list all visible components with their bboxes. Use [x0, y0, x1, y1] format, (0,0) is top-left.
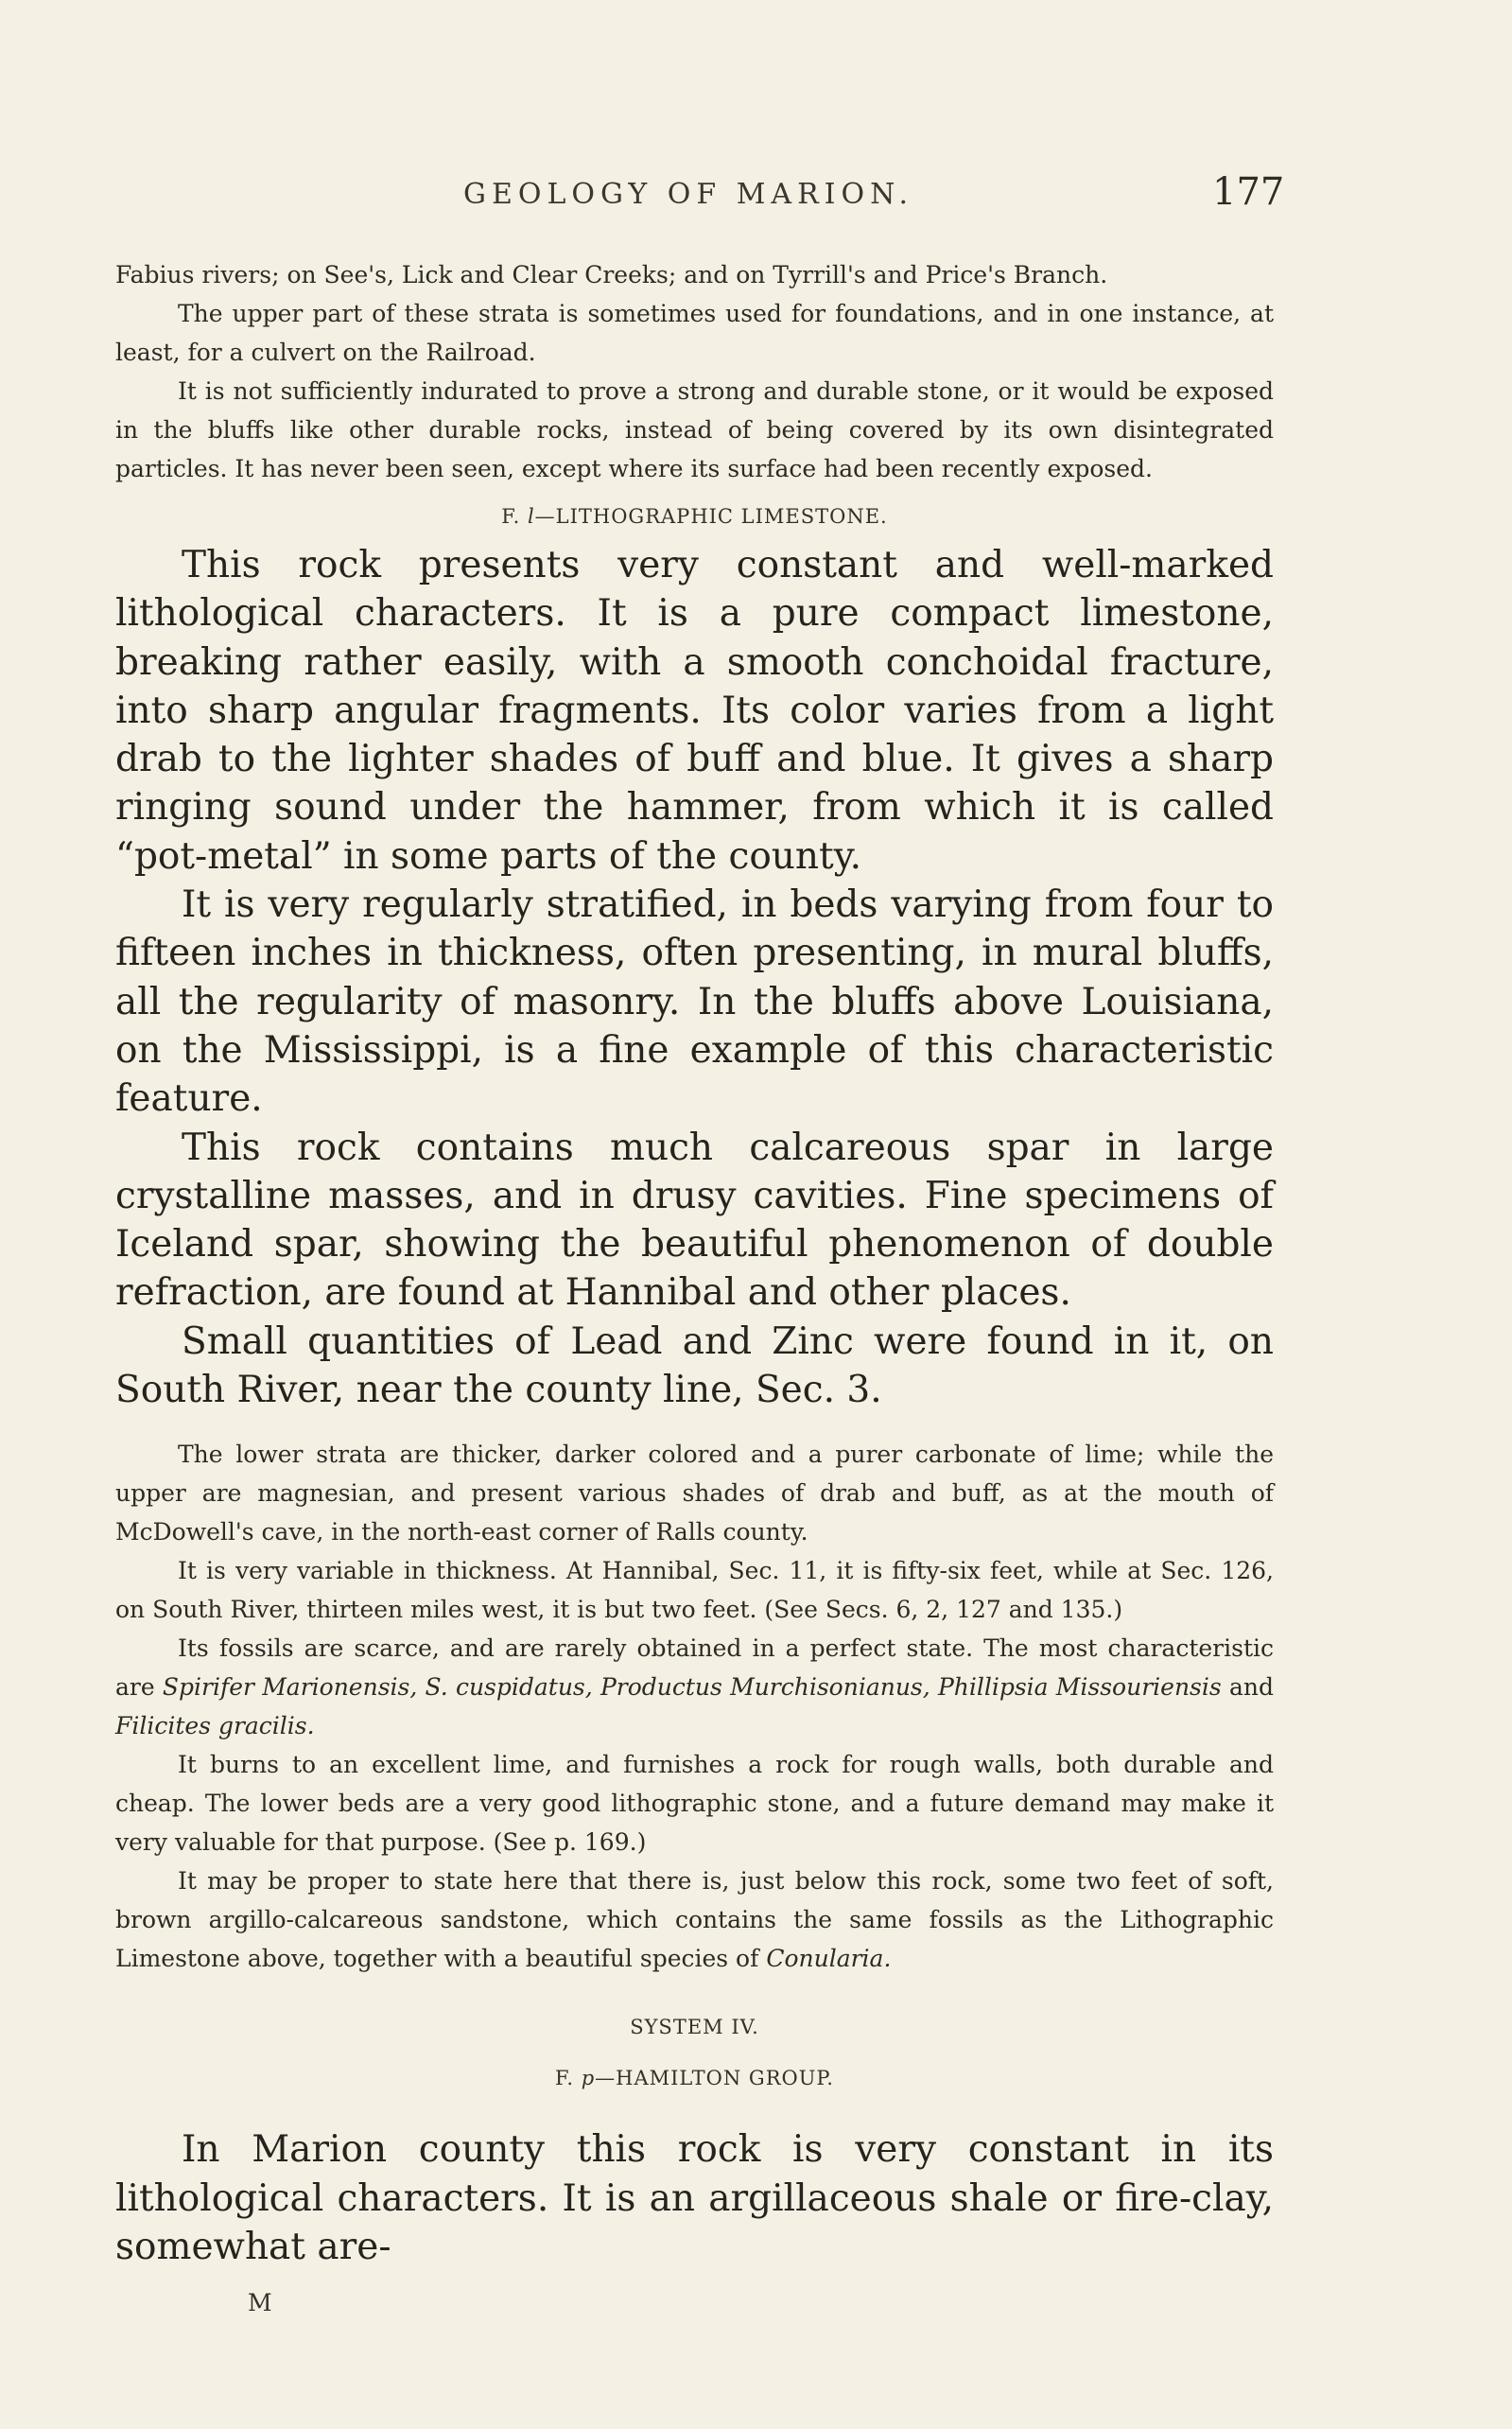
page-number: 177: [1212, 170, 1285, 214]
heading-title: —LITHOGRAPHIC LIMESTONE.: [534, 505, 888, 528]
page-body: [115, 255, 1274, 2271]
sandstone-text: It may be proper to state here that there is, just below this rock, some two feet of soft, brown argillo-calcareous sandstone, which contains the same fossils as the Lithographic Limestone above, together with a beautiful species of: [115, 1867, 1274, 1973]
section-heading-hamilton: [115, 2067, 1274, 2089]
heading-prefix: F.: [501, 505, 521, 528]
paragraph-lower-strata: The lower strata are thicker, darker colored and a purer carbonate of lime; while the upper are magnesian, and present various shades of drab and buff, as at the mouth of McDowell's cave, in the north-east corner of Ralls county.: [115, 1441, 1274, 1547]
paragraph-hamilton-characters: In Marion county this rock is very constant in its lithological characters. It is an argillaceous shale or fire-clay, somewhat are-: [115, 2128, 1274, 2268]
paragraph-stratified: It is very regularly stratified, in beds varying from four to fifteen inches in thickness, often presenting, in mural bluffs, all the regularity of masonry. In the bluffs above Louisiana, on the Mississippi, is a fine example of this characteristic feature.: [115, 883, 1274, 1121]
paragraph-durability: It is not sufficiently indurated to prove a strong and durable stone, or it would be exposed in the bluffs like other durable rocks, instead of being covered by its own disintegrated particles. It has never been seen, except where its surface had been recently exposed.: [115, 377, 1274, 482]
running-title: GEOLOGY OF MARION.: [463, 178, 913, 211]
fossil-name: Spirifer Marionensis,: [162, 1673, 418, 1702]
heading-letter: p: [581, 2067, 596, 2090]
fossil-conjunction: and: [1228, 1673, 1274, 1702]
heading-prefix: F.: [555, 2067, 574, 2090]
paragraph-lead-zinc: Small quantities of Lead and Zinc were found in it, on South River, near the county line, Sec. 3.: [115, 1319, 1274, 1412]
page-header: [0, 168, 1512, 225]
paragraph-lime-uses: It burns to an excellent lime, and furnishes a rock for rough walls, both durable and cheap. The lower beds are a very good lithographic stone, and a future demand may make it very valuable for that purpose. (See p. 169.): [115, 1751, 1274, 1857]
paragraph-sandstone: [115, 1861, 1274, 1978]
paragraph-thickness: It is very variable in thickness. At Hannibal, Sec. 11, it is fifty-six feet, while at Sec. 126, on South River, thirteen miles west, it is but two feet. (See Secs. 6, 2, 127 and 135.): [115, 1557, 1274, 1624]
paragraph-characters: This rock presents very constant and well-marked lithological characters. It is a pure compact limestone, breaking rather easily, with a smooth conchoidal fracture, into sharp angular fragments. Its color varies from a light drab to the lighter shades of buff and blue. It gives a sharp ringing sound under the hammer, from which it is called “pot-metal” in some parts of the county.: [115, 544, 1274, 878]
paragraph-calcareous-spar: This rock contains much calcareous spar in large crystalline masses, and in drusy cavities. Fine specimens of Iceland spar, showing the beautiful phenomenon of double refraction, are found at Hannibal and other places.: [115, 1126, 1274, 1315]
lithographic-description: [115, 541, 1274, 1414]
lithographic-notes: [115, 1435, 1274, 1978]
intro-section: [115, 255, 1274, 488]
system-heading: SYSTEM IV.: [630, 2016, 759, 2039]
fossil-name: Productus Murchisonianus,: [600, 1673, 930, 1702]
paragraph-foundations: The upper part of these strata is sometimes used for foundations, and in one instance, at least, for a culvert on the Railroad.: [115, 300, 1274, 366]
fossil-name: Filicites gracilis.: [115, 1712, 315, 1740]
paragraph-fossils: [115, 1629, 1274, 1745]
fossil-name: S. cuspidatus,: [425, 1673, 593, 1702]
fossils-intro: Its fossils are scarce, and are rarely obtained in a perfect state. The most characteristic are: [115, 1634, 1274, 1702]
heading-letter: l: [527, 505, 535, 528]
fossil-genus: Conularia.: [766, 1945, 892, 1973]
section-heading-lithographic: [115, 505, 1274, 528]
hamilton-description: [115, 2125, 1274, 2271]
fossil-name: Phillipsia Missouriensis: [937, 1673, 1222, 1702]
heading-title: —HAMILTON GROUP.: [595, 2067, 834, 2090]
paragraph-continuation: Fabius rivers; on See's, Lick and Clear Creeks; and on Tyrrill's and Price's Branch.: [115, 261, 1108, 288]
signature-mark: M: [248, 2289, 272, 2316]
